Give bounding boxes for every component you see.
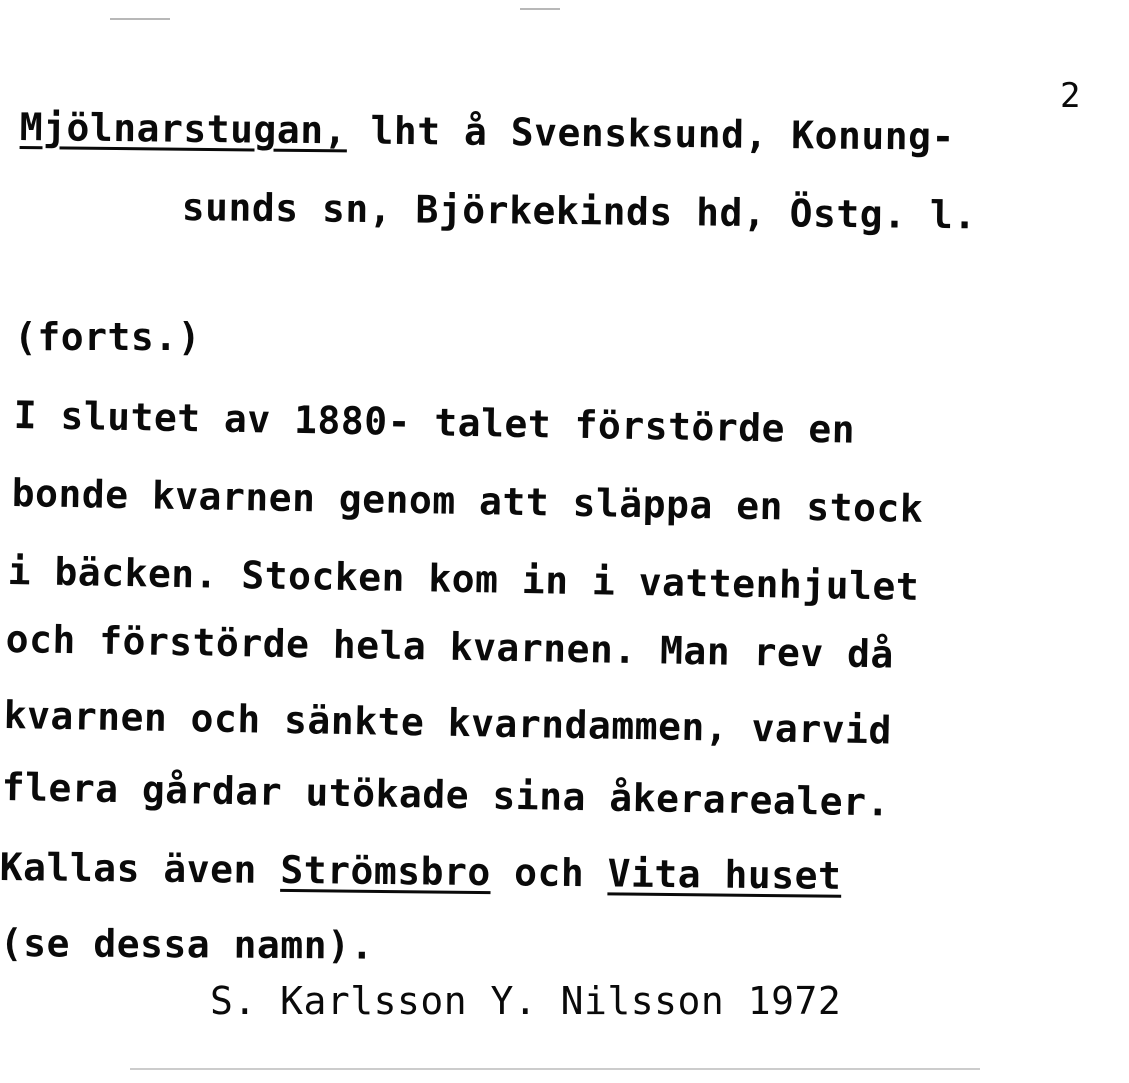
- place-name: Mjölnarstugan,: [19, 105, 348, 153]
- body-line-4: och förstörde hela kvarnen. Man rev då: [5, 617, 895, 677]
- body-line-1: I slutet av 1880- talet förstörde en: [13, 393, 856, 452]
- alt-name-stromsbro: Strömsbro: [280, 847, 491, 895]
- page-number: 2: [1060, 76, 1081, 116]
- heading-line-1: [19, 105, 956, 159]
- scan-speck: [110, 18, 170, 20]
- body-line-7: [0, 845, 842, 898]
- body-line-2: bonde kvarnen genom att släppa en stock: [11, 471, 924, 531]
- body-line-8: (se dessa namn).: [0, 921, 375, 968]
- continued-label: (forts.): [14, 315, 202, 359]
- signature: S. Karlsson Y. Nilsson 1972: [210, 979, 842, 1023]
- heading-line-1-rest: lht å Svensksund, Konung-: [346, 108, 956, 159]
- body-line-5: kvarnen och sänkte kvarndammen, varvid: [3, 693, 893, 753]
- alt-name-vita-huset: Vita huset: [607, 851, 842, 898]
- heading-line-2: sunds sn, Björkekinds hd, Östg. l.: [181, 185, 977, 238]
- body-line-7-mid: och: [490, 850, 608, 896]
- scan-speck: [130, 1068, 980, 1070]
- body-line-3: i bäcken. Stocken kom in i vattenhjulet: [7, 549, 920, 609]
- body-line-7-pre: Kallas även: [0, 845, 281, 892]
- scan-speck: [520, 8, 560, 10]
- body-line-6: flera gårdar utökade sina åkerarealer.: [1, 765, 891, 825]
